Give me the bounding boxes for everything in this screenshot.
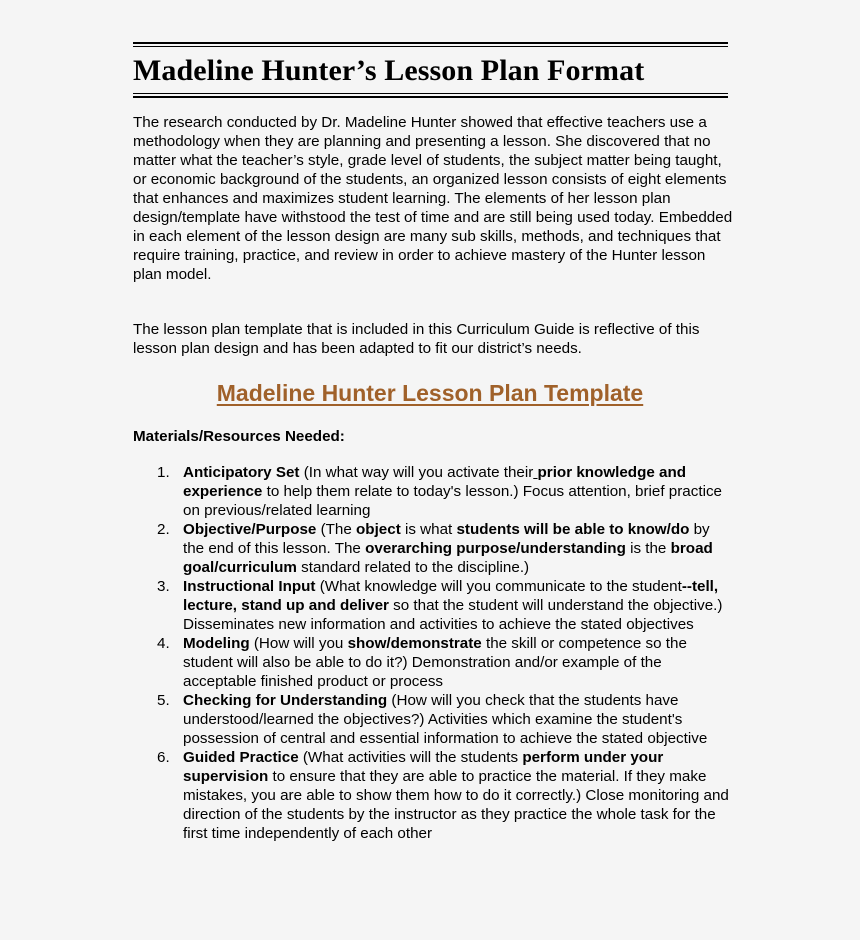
text: so that the student will understand the objective.) Disseminates new information and activities to achieve the stated objectives	[183, 597, 723, 633]
list-item-number: 4.	[157, 635, 170, 652]
text: is what	[400, 521, 457, 538]
list-item	[133, 634, 733, 691]
list-item	[133, 748, 733, 843]
text: (The	[316, 521, 357, 538]
list-item	[133, 691, 733, 748]
text: (In what way will you activate their	[299, 464, 534, 481]
list-item-number: 3.	[157, 578, 170, 595]
bold-text: Objective/Purpose	[183, 521, 317, 538]
list-item	[133, 463, 733, 520]
list-item-number: 1.	[157, 464, 170, 481]
text: by the end of this lesson. The	[183, 521, 710, 557]
bold-text: show/demonstrate	[347, 635, 482, 652]
list-item	[133, 520, 733, 577]
intro-paragraph: The research conducted by Dr. Madeline Hunter showed that effective teachers use a methodology when they are planning and presenting a lesson. She discovered that no matter what the teacher’s style, grade level of students, the subject matter being taught, or economic background of the students, an organized lesson consists of eight elements that enhances and maximizes student learning. The elements of her lesson plan design/template have withstood the test of time and are still being used today. Embedded in each element of the lesson design are many sub skills, methods, and techniques that require training, practice, and review in order to achieve mastery of the Hunter lesson plan model.	[133, 114, 733, 283]
bold-text: perform under your supervision	[183, 749, 664, 785]
materials-label: Materials/Resources Needed:	[133, 428, 345, 445]
text: is the	[625, 540, 671, 557]
title-rule-top-thin	[133, 46, 728, 47]
template-heading: Madeline Hunter Lesson Plan Template	[216, 380, 644, 406]
text: (How will you check that the students have understood/learned the objectives?) Activities which examine the student's possession of central and essential information to achieve the stated objective	[183, 692, 708, 747]
bold-text: Guided Practice	[183, 749, 299, 766]
bold-text: prior knowledge and experience	[183, 464, 687, 500]
bold-text: broad goal/curriculum	[183, 540, 713, 576]
bold-text: object	[356, 521, 401, 538]
text: the skill or competence so the student will also be able to do it?) Demonstration and/or example of the acceptable finished product or process	[183, 635, 687, 690]
text: standard related to the discipline.)	[296, 559, 530, 576]
text: to ensure that they are able to practice the material. If they make mistakes, you are able to show them how to do it correctly.) Close monitoring and direction of the students by the instructor as they practice the whole task for the first time independently of each other	[183, 768, 729, 842]
list-item-number: 2.	[157, 521, 170, 538]
text: (How will you	[249, 635, 348, 652]
bold-text: Modeling	[183, 635, 250, 652]
list-item-number: 5.	[157, 692, 170, 709]
title-rule-bottom-thin	[133, 93, 728, 94]
text: (What activities will the students	[298, 749, 523, 766]
list-item-number: 6.	[157, 749, 170, 766]
title-block	[133, 42, 728, 98]
title-rule-top	[133, 42, 728, 44]
bold-text: Checking for Understanding	[183, 692, 388, 709]
bold-text: Anticipatory Set	[183, 464, 300, 481]
bold-text: Instructional Input	[183, 578, 316, 595]
text: to help them relate to today's lesson.) Focus attention, brief practice on previous/related learning	[183, 483, 722, 519]
list-item	[133, 577, 733, 634]
bold-text: students will be able to know/do	[456, 521, 690, 538]
lesson-steps-list	[133, 463, 733, 843]
title-rule-bottom	[133, 96, 728, 98]
bold-text: --tell, lecture, stand up and deliver	[183, 578, 719, 614]
bold-text: overarching purpose/understanding	[365, 540, 626, 557]
template-note-paragraph: The lesson plan template that is included in this Curriculum Guide is reflective of this lesson plan design and has been adapted to fit our district’s needs.	[133, 321, 700, 357]
text: (What knowledge will you communicate to the student	[315, 578, 682, 595]
document-title: Madeline Hunter’s Lesson Plan Format	[133, 54, 645, 87]
